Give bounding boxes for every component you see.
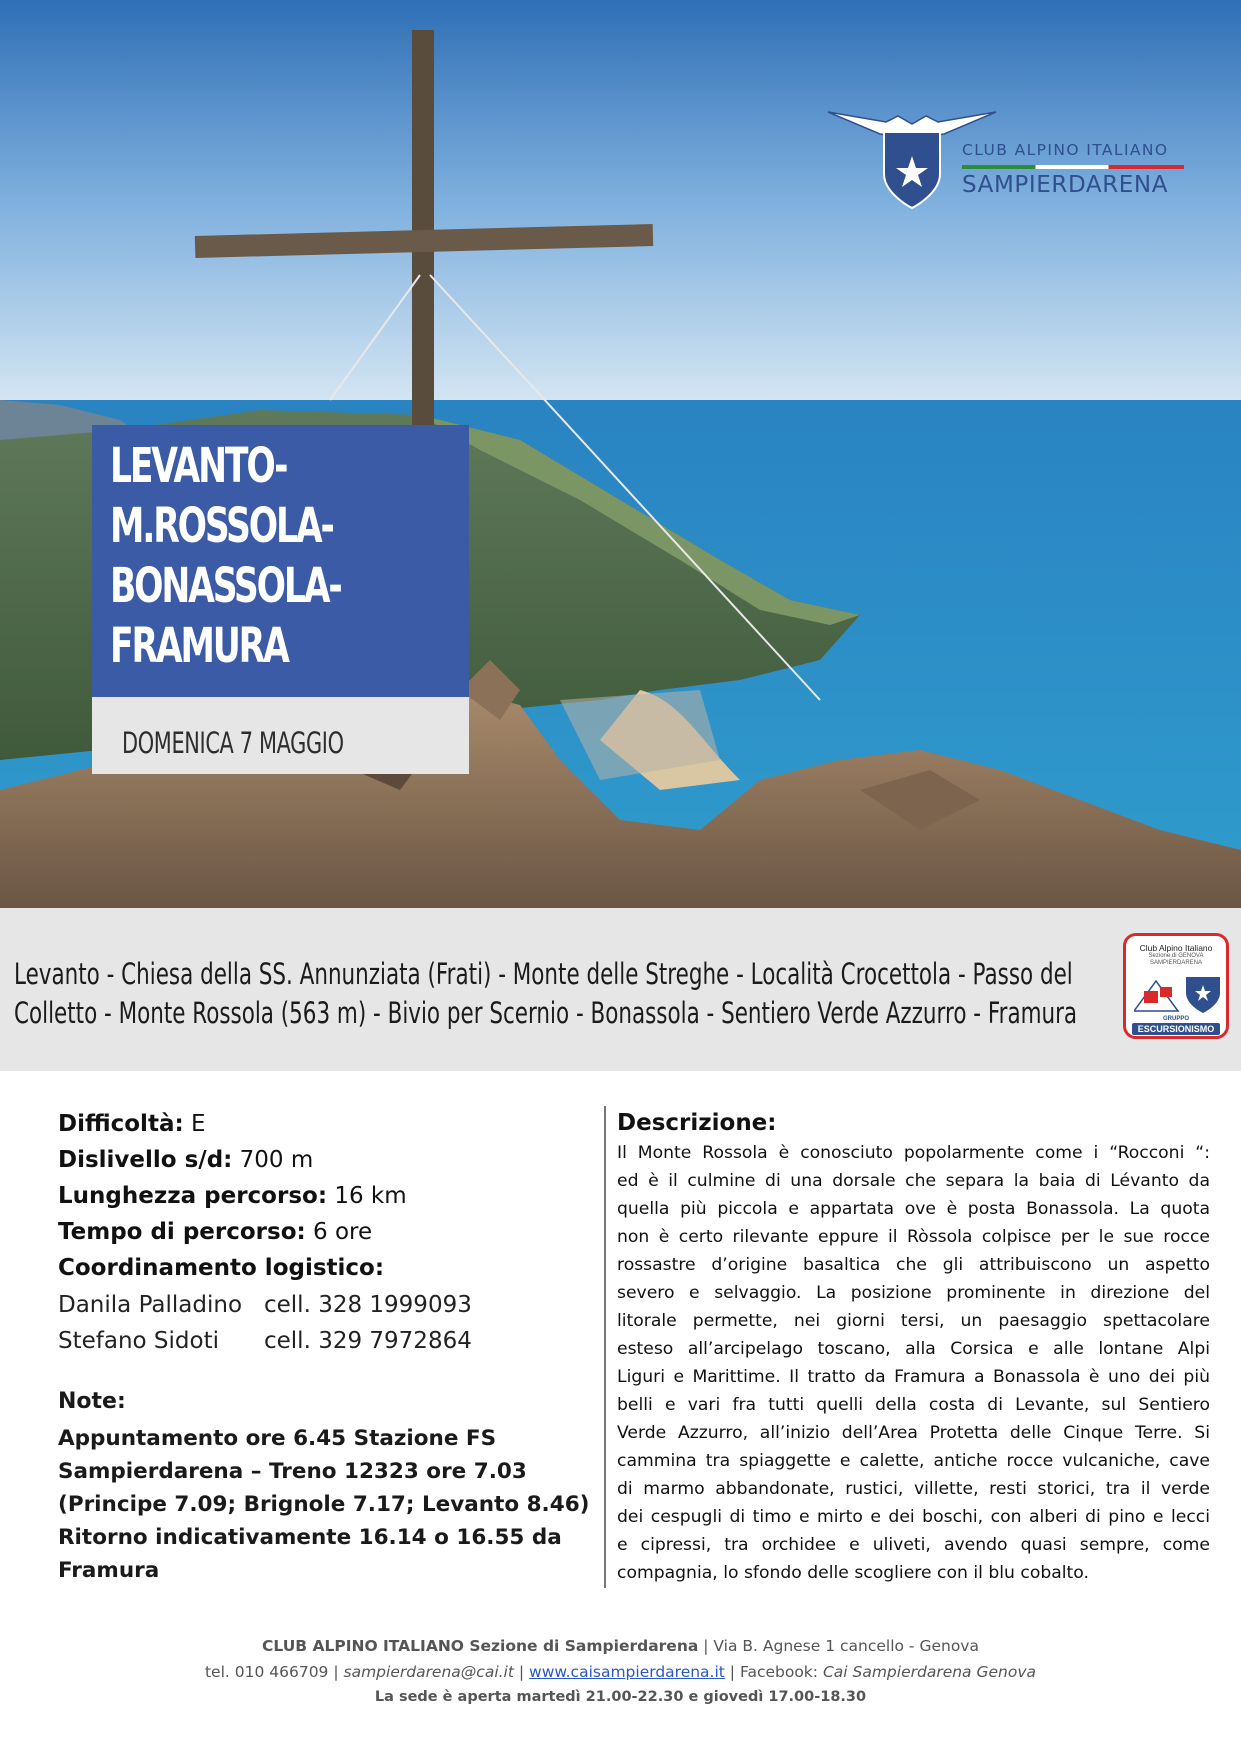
difficulty-row	[58, 1106, 206, 1142]
description-line: severo e selvaggio. La posizione prominente in direzione del	[617, 1283, 1210, 1303]
elevation-row	[58, 1142, 313, 1178]
badge-text: Club Alpino Italiano	[1139, 943, 1213, 953]
footer-email[interactable]: sampierdarena@cai.it	[343, 1663, 514, 1681]
elevation-label: Dislivello s/d:	[58, 1147, 233, 1173]
length-label: Lunghezza percorso:	[58, 1183, 328, 1209]
time-row	[58, 1214, 372, 1250]
time-value: 6 ore	[305, 1219, 373, 1245]
footer-website-link[interactable]: www.caisampierdarena.it	[529, 1663, 725, 1681]
footer-separator: |	[513, 1663, 530, 1681]
note-line: (Principe 7.09; Brignole 7.17; Levanto 8.46)	[58, 1492, 590, 1517]
description-line: cammina tra spiaggette e calette, antiche rocce vulcaniche, cave	[617, 1451, 1210, 1471]
description-line: ed è il culmine di una dorsale che separa la baia di Lévanto da	[617, 1171, 1210, 1191]
contact-phone: cell. 328 1999093	[264, 1292, 472, 1318]
contact-row	[58, 1292, 472, 1318]
difficulty-label: Difficoltà:	[58, 1111, 184, 1137]
footer-org: CLUB ALPINO ITALIANO Sezione di Sampierdarena	[262, 1637, 699, 1655]
description-line: litorale permette, nei giorni tersi, un paesaggio spettacolare	[617, 1311, 1210, 1331]
description-line: Verde Azzurro, all’inizio dell’Area Protetta delle Cinque Terre. Si	[617, 1423, 1210, 1443]
length-value: 16 km	[327, 1183, 407, 1209]
footer-hours: La sede è aperta martedì 21.00-22.30 e giovedì 17.00-18.30	[374, 1689, 867, 1705]
description-line: dei cespugli di timo e mirto e dei boschi, con alberi di pino e lecci	[617, 1507, 1210, 1527]
description-line: Liguri e Marittime. Il tratto da Framura a Bonassola è uno dei più	[617, 1367, 1210, 1387]
title-line: M.ROSSOLA-	[110, 498, 333, 554]
note-line: Framura	[58, 1558, 160, 1583]
badge-text: ESCURSIONISMO	[1132, 1023, 1220, 1035]
title-line: FRAMURA	[110, 618, 288, 674]
note-line: Ritorno indicativamente 16.14 o 16.55 da	[58, 1525, 562, 1550]
description-line: belli e vari fra tutti quelli della costa di Levante, sul Sentiero	[617, 1395, 1210, 1415]
coordination-label: Coordinamento logistico:	[58, 1255, 385, 1281]
description-line: esteso all’arcipelago toscano, alla Corsica e alle lontane Alpi	[617, 1339, 1210, 1359]
title-line: BONASSOLA-	[110, 558, 341, 614]
description-line: quella più piccola e appartata ove è posta Bonassola. La quota	[617, 1199, 1210, 1219]
note-line: Sampierdarena – Treno 12323 ore 7.03	[58, 1459, 527, 1484]
contact-phone: cell. 329 7972864	[264, 1328, 472, 1354]
italian-flag-stripe	[962, 165, 1184, 169]
contact-name: Stefano Sidoti	[58, 1328, 219, 1354]
footer-org-line	[0, 1637, 1241, 1655]
title-line: LEVANTO-	[110, 438, 287, 494]
badge-text: Sezione di GENOVA	[1148, 953, 1204, 959]
route-line: Levanto - Chiesa della SS. Annunziata (Frati) - Monte delle Streghe - Località Crocettola - Passo del	[14, 957, 1073, 991]
contact-name: Danila Palladino	[58, 1292, 243, 1318]
description-line: compagnia, lo sfondo delle scogliere con il blu cobalto.	[617, 1563, 1089, 1583]
logo-text-club: CLUB ALPINO ITALIANO	[962, 141, 1169, 159]
difficulty-value: E	[183, 1111, 206, 1137]
note-line: Appuntamento ore 6.45 Stazione FS	[58, 1426, 497, 1451]
event-date: DOMENICA 7 MAGGIO	[122, 726, 344, 760]
description-heading: Descrizione:	[617, 1110, 777, 1136]
escursionismo-badge	[1123, 933, 1229, 1039]
description-line: e cipressi, tra orchidee e uliveti, avendo quasi sempre, come	[617, 1535, 1210, 1555]
column-divider	[604, 1106, 606, 1588]
notes-heading: Note:	[58, 1389, 126, 1414]
route-line: Colletto - Monte Rossola (563 m) - Bivio per Scernio - Bonassola - Sentiero Verde Azzurro - Framura	[14, 996, 1078, 1030]
footer-facebook-label: | Facebook:	[724, 1663, 823, 1681]
contact-row	[58, 1328, 472, 1354]
length-row	[58, 1178, 407, 1214]
time-label: Tempo di percorso:	[58, 1219, 306, 1245]
badge-text: SAMPIERDARENA	[1149, 960, 1202, 966]
footer-contact-line	[0, 1663, 1241, 1681]
badge-text: GRUPPO	[1162, 1016, 1189, 1022]
description-line: Il Monte Rossola è conosciuto popolarmente come i “Rocconi “:	[617, 1143, 1210, 1163]
footer-tel: tel. 010 466709 |	[204, 1663, 344, 1681]
description-line: di marmo abbandonate, rustici, villette, resti storici, tra il verde	[617, 1479, 1210, 1499]
elevation-value: 700 m	[232, 1147, 314, 1173]
description-line: rossastre d’origine basaltica che gli attribuiscono un aspetto	[617, 1255, 1210, 1275]
logo-text-section: SAMPIERDARENA	[962, 172, 1169, 198]
footer-facebook[interactable]: Cai Sampierdarena Genova	[822, 1663, 1037, 1681]
mountain-flag-icon	[1134, 971, 1224, 1015]
description-line: non è certo rilevante eppure il Ròssola colpisce per le sue rocce	[617, 1227, 1210, 1247]
coordination-row	[58, 1250, 384, 1286]
footer-address: | Via B. Agnese 1 cancello - Genova	[698, 1637, 979, 1655]
